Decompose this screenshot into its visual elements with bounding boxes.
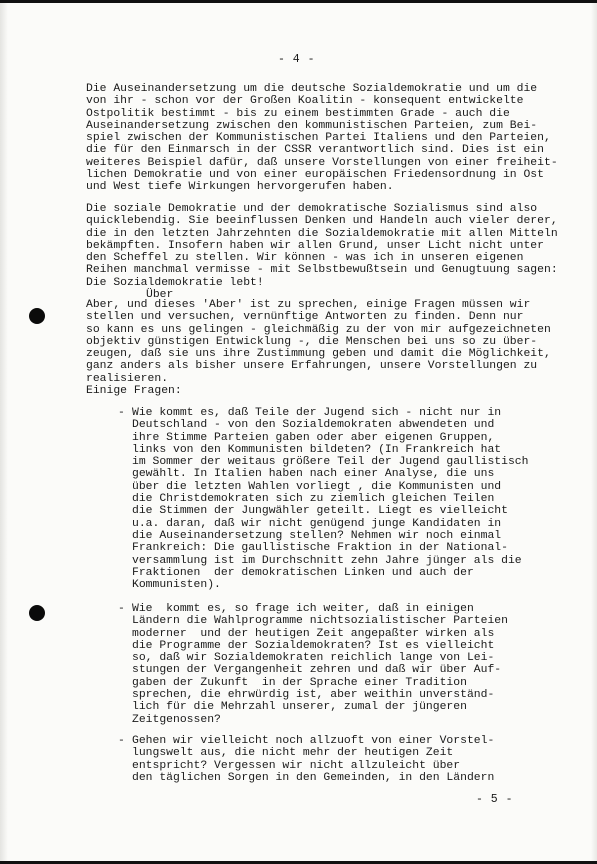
list-dash: -	[118, 735, 125, 747]
page-number-bottom: - 5 -	[476, 793, 514, 806]
punch-hole-lower	[29, 605, 45, 621]
list-dash: -	[118, 407, 125, 419]
punch-hole-upper	[29, 308, 45, 324]
page-left-edge	[0, 3, 8, 861]
page-number-top: - 4 -	[278, 53, 316, 66]
list-dash: -	[118, 603, 125, 615]
paragraph-aber: Aber, und dieses 'Aber' ist zu sprechen, einige Fragen müssen wir stellen und versuchen, vernünftige Antworten zu finden. Denn nur so kann es uns gelingen - gleichmäßig zu der von mir aufgezeichneten objektiv günstigen Entwicklung -, die Menschen bei uns so zu über- zeugen, daß sie uns ihre Zustimmung geben und damit die Möglichkeit, ganz anders als bisher unsere Erfahrungen, unsere Vorstellungen zu realisieren. Einige Fragen:	[86, 299, 551, 398]
page-right-edge	[591, 3, 597, 861]
handwritten-insertion: Über	[146, 289, 174, 301]
list-item-text: Wie kommt es, so frage ich weiter, daß in einigen Ländern die Wahlprogramme nichtsozialistischer Parteien moderner und der heutigen Zeit angepaßter wirken als die Programme der Sozialdemokraten? Ist es vielleicht so, daß wir Sozialdemokraten reichlich lange von Lei- stungen der Vergangenheit zehren und daß wir über Auf- gaben der Zukunft in der Sprache einer Tradition sprechen, die ehrwürdig ist, aber weithin unverständ- lich für die Mehrzahl unserer, zumal der jüngeren Zeitgenossen?	[132, 603, 508, 726]
list-item-text: Wie kommt es, daß Teile der Jugend sich - nicht nur in Deutschland - von den Sozialdemokraten abwendeten und ihre Stimme Parteien gaben oder aber eigenen Gruppen, links von den Kommunisten bildeten? (In Frankreich hat im Sommer der weitaus größere Teil der Jugend gaullistisch gewählt. In Italien haben nach einer Analyse, die uns über die letzten Wahlen vorliegt , die Kommunisten und die Christdemokraten sich zu ziemlich gleichen Teilen die Stimmen der Jungwähler geteilt. Liegt es vielleicht u.a. daran, daß wir nicht genügend junge Kandidaten in die Auseinandersetzung stellen? Nehmen wir noch einmal Frankreich: Die gaullistische Fraktion in der National- versammlung ist im Durchschnitt zehn Jahre jünger als die Fraktionen der demokratischen Linken und auch der Kommunisten).	[132, 407, 529, 592]
paragraph-ostpolitik: Die Auseinandersetzung um die deutsche Sozialdemokratie und um die von ihr - schon vor der Großen Koalitin - konsequent entwickelte Ostpolitik bestimmt - bis zu einem bestimmten Grade - auch die Auseinandersetzung zwischen den kommunistischen Parteien, zum Bei- spiel zwischen der Kommunistischen Partei Italiens und den Parteien, die für den Einmarsch in der CSSR verantwortlich sind. Dies ist ein weiteres Beispiel dafür, daß unsere Vorstellungen von einer freiheit- lichen Demokratie und von einer europäischen Friedensordnung in Ost und West tiefe Wirkungen hervorgerufen haben.	[86, 83, 558, 194]
paragraph-sozialdemokratie: Die soziale Demokratie und der demokratische Sozialismus sind also quicklebendig. Sie beeinflussen Denken und Handeln auch vieler derer, die in den letzten Jahrzehnten die Sozialdemokratie mit allen Mitteln bekämpften. Insofern haben wir allen Grund, unser Licht nicht unter den Scheffel zu stellen. Wir können - was ich in unseren eigenen Reihen manchmal vermisse - mit Selbstbewußtsein und Genugtuung sagen: Die Sozialdemokratie lebt!	[86, 203, 558, 289]
list-item-text: Gehen wir vielleicht noch allzuoft von einer Vorstel- lungswelt aus, die nicht mehr der heutigen Zeit entspricht? Vergessen wir nicht allzuleicht über den täglichen Sorgen in den Gemeinden, in den Ländern	[132, 735, 495, 784]
